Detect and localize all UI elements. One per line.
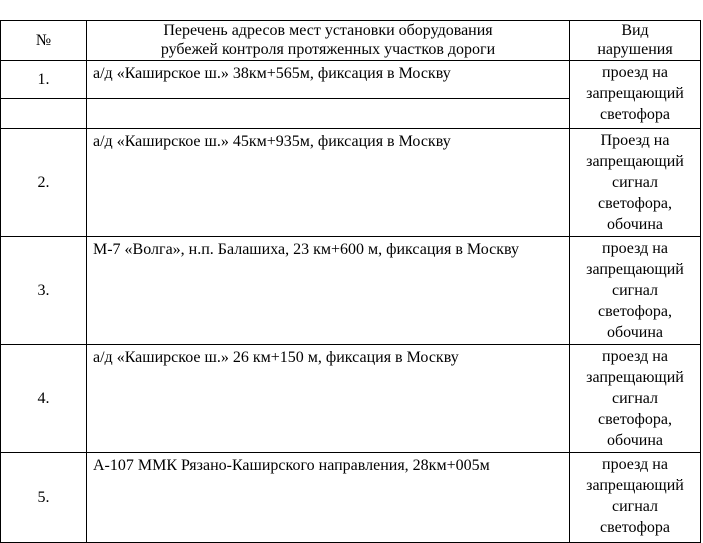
violation-line: сигнал bbox=[611, 498, 658, 515]
row-number bbox=[1, 61, 87, 99]
header-address-line-1: Перечень адресов мест установки оборудования bbox=[163, 22, 493, 39]
row-address bbox=[87, 237, 570, 345]
row-address-continuation bbox=[87, 99, 570, 129]
row-violation bbox=[570, 453, 701, 543]
row-number-label: 5. bbox=[37, 488, 50, 506]
violation-line: сигнал bbox=[611, 174, 658, 191]
row-number-label: 3. bbox=[37, 281, 50, 299]
row-address-text: а/д «Каширское ш.» 26 км+150 м, фиксация в Москву bbox=[93, 349, 459, 366]
addresses-table bbox=[0, 20, 701, 543]
header-violation-line-1: Вид bbox=[621, 22, 649, 39]
violation-line: светофора, bbox=[598, 411, 672, 428]
header-address-line-2: рубежей контроля протяженных участков дороги bbox=[160, 41, 496, 58]
violation-line: запрещающий bbox=[586, 477, 684, 494]
violation-line: обочина bbox=[607, 324, 663, 341]
row-number-label: 2. bbox=[37, 173, 50, 191]
violation-line: светофора, bbox=[598, 303, 672, 320]
row-address bbox=[87, 61, 570, 99]
row-violation bbox=[570, 61, 701, 129]
table-row bbox=[1, 129, 701, 237]
row-number bbox=[1, 345, 87, 453]
violation-line: сигнал bbox=[611, 282, 658, 299]
row-number-continuation bbox=[1, 99, 87, 129]
violation-line: обочина bbox=[607, 432, 663, 449]
table-row bbox=[1, 345, 701, 453]
violation-line: обочина bbox=[607, 216, 663, 233]
violation-line: проезд на bbox=[602, 64, 668, 81]
violation-line: Проезд на bbox=[600, 132, 670, 149]
violation-line: запрещающий bbox=[586, 261, 684, 278]
row-address bbox=[87, 345, 570, 453]
violation-line: проезд на bbox=[602, 240, 668, 257]
header-violation-type bbox=[570, 21, 701, 61]
row-number bbox=[1, 237, 87, 345]
table-row bbox=[1, 453, 701, 543]
row-number bbox=[1, 129, 87, 237]
violation-line: светофора bbox=[600, 519, 670, 536]
header-number bbox=[1, 21, 87, 61]
row-address bbox=[87, 453, 570, 543]
row-address bbox=[87, 129, 570, 237]
violation-line: проезд на bbox=[602, 456, 668, 473]
row-address-text: а/д «Каширское ш.» 38км+565м, фиксация в Москву bbox=[93, 65, 451, 82]
violation-line: запрещающий bbox=[586, 153, 684, 170]
row-number-label: 1. bbox=[37, 70, 50, 88]
violation-line: запрещающий bbox=[586, 85, 684, 102]
row-address-text: М-7 «Волга», н.п. Балашиха, 23 км+600 м, фиксация в Москву bbox=[93, 241, 519, 258]
row-violation bbox=[570, 237, 701, 345]
table-row bbox=[1, 61, 701, 99]
violation-line: запрещающий bbox=[586, 369, 684, 386]
header-violation-line-2: нарушения bbox=[597, 41, 673, 58]
violation-line: светофора bbox=[600, 106, 670, 123]
header-address bbox=[87, 21, 570, 61]
table-header-row bbox=[1, 21, 701, 61]
violation-line: сигнал bbox=[611, 390, 658, 407]
row-address-text: а/д «Каширское ш.» 45км+935м, фиксация в Москву bbox=[93, 133, 451, 150]
violation-line: проезд на bbox=[602, 348, 668, 365]
violation-line: светофора, bbox=[598, 195, 672, 212]
row-address-text: А-107 ММК Рязано-Каширского направления, 28км+005м bbox=[93, 457, 490, 474]
row-number bbox=[1, 453, 87, 543]
row-number-label: 4. bbox=[37, 389, 50, 407]
row-violation bbox=[570, 345, 701, 453]
table-row bbox=[1, 237, 701, 345]
header-number-label: № bbox=[35, 31, 52, 49]
row-violation bbox=[570, 129, 701, 237]
